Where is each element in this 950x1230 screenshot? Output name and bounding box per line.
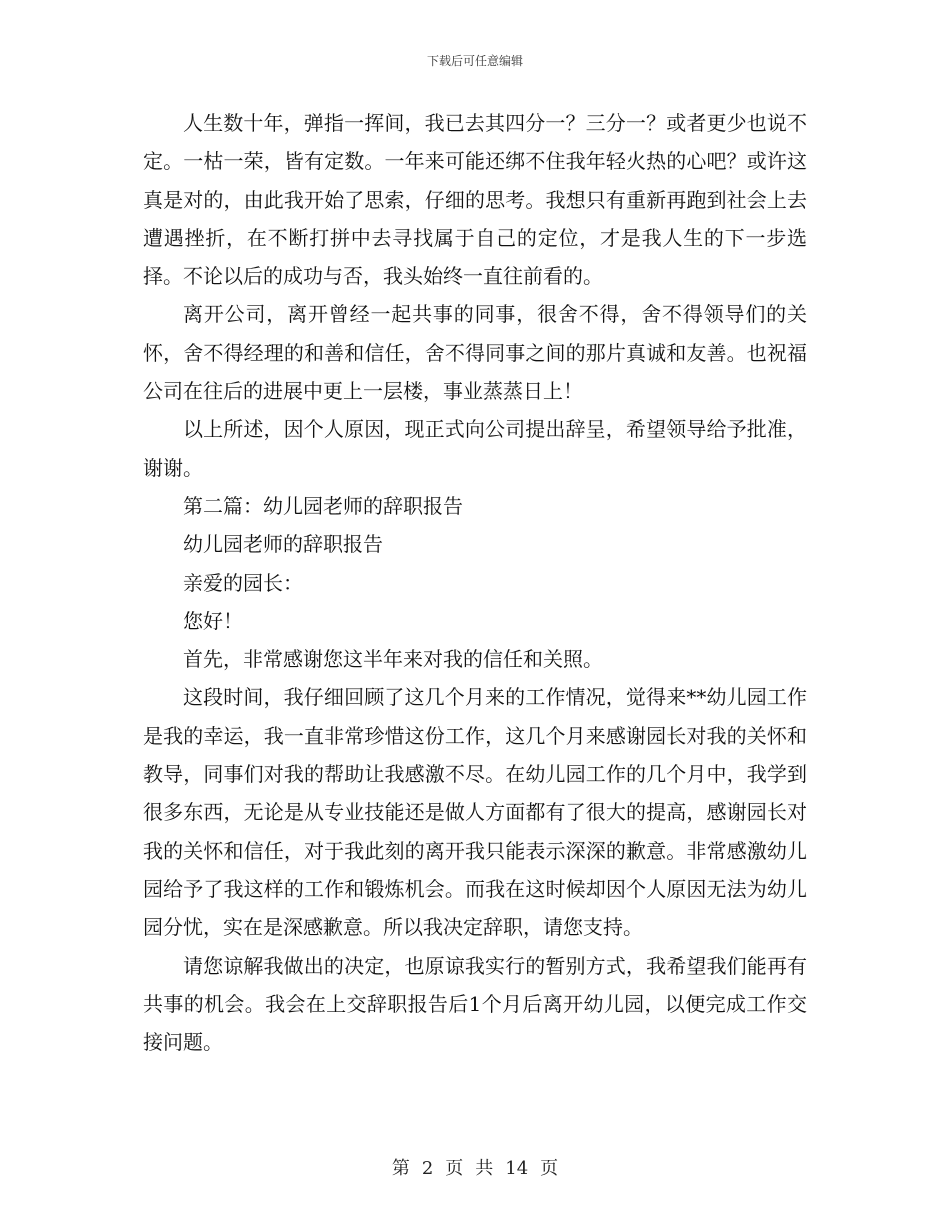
footer-prefix: 第 bbox=[391, 1158, 410, 1179]
footer-total-word: 共 bbox=[475, 1158, 494, 1179]
page-header-note: 下载后可任意编辑 bbox=[426, 54, 523, 68]
paragraph-2: 离开公司，离开曾经一起共事的同事，很舍不得，舍不得领导们的关怀，舍不得经理的和善和信任，舍不得同事之间的那片真诚和友善。也祝福公司在往后的进展中更上一层楼，事业蒸蒸日上！ bbox=[143, 302, 807, 404]
greeting: 您好！ bbox=[183, 608, 243, 633]
section-heading: 第二篇：幼儿园老师的辞职报告 bbox=[183, 493, 463, 518]
page-number-footer bbox=[0, 1154, 950, 1180]
footer-suffix: 页 bbox=[540, 1158, 559, 1179]
footer-page-word: 页 bbox=[445, 1158, 464, 1179]
document-body bbox=[143, 104, 807, 1061]
paragraph-closing: 请您谅解我做出的决定，也原谅我实行的暂别方式，我希望我们能再有共事的机会。我会在上交辞职报告后1个月后离开幼儿园，以便完成工作交接问题。 bbox=[143, 953, 807, 1055]
paragraph-review: 这段时间，我仔细回顾了这几个月来的工作情况，觉得来**幼儿园工作是我的幸运，我一直非常珍惜这份工作，这几个月来感谢园长对我的关怀和教导，同事们对我的帮助让我感激不尽。在幼儿园工作的几个月中，我学到很多东西，无论是从专业技能还是做人方面都有了很大的提高，感谢园长对我的关怀和信任，对于我此刻的离开我只能表示深深的歉意。非常感激幼儿园给予了我这样的工作和锻炼机会。而我在这时候却因个人原因无法为幼儿园分忧，实在是深感歉意。所以我决定辞职，请您支持。 bbox=[143, 685, 807, 940]
paragraph-3: 以上所述，因个人原因，现正式向公司提出辞呈，希望领导给予批准，谢谢。 bbox=[143, 417, 807, 480]
total-page-count: 14 bbox=[505, 1158, 529, 1179]
current-page-number: 2 bbox=[421, 1158, 434, 1179]
paragraph-thanks: 首先，非常感谢您这半年来对我的信任和关照。 bbox=[183, 647, 603, 672]
salutation: 亲爱的园长： bbox=[183, 570, 303, 595]
report-title: 幼儿园老师的辞职报告 bbox=[183, 532, 383, 557]
paragraph-1: 人生数十年，弹指一挥间，我已去其四分一？三分一？或者更少也说不定。一枯一荣，皆有定数。一年来可能还绑不住我年轻火热的心吧？或许这真是对的，由此我开始了思索，仔细的思考。我想只有重新再跑到社会上去遭遇挫折，在不断打拼中去寻找属于自己的定位，才是我人生的下一步选择。不论以后的成功与否，我头始终一直往前看的。 bbox=[143, 111, 807, 289]
